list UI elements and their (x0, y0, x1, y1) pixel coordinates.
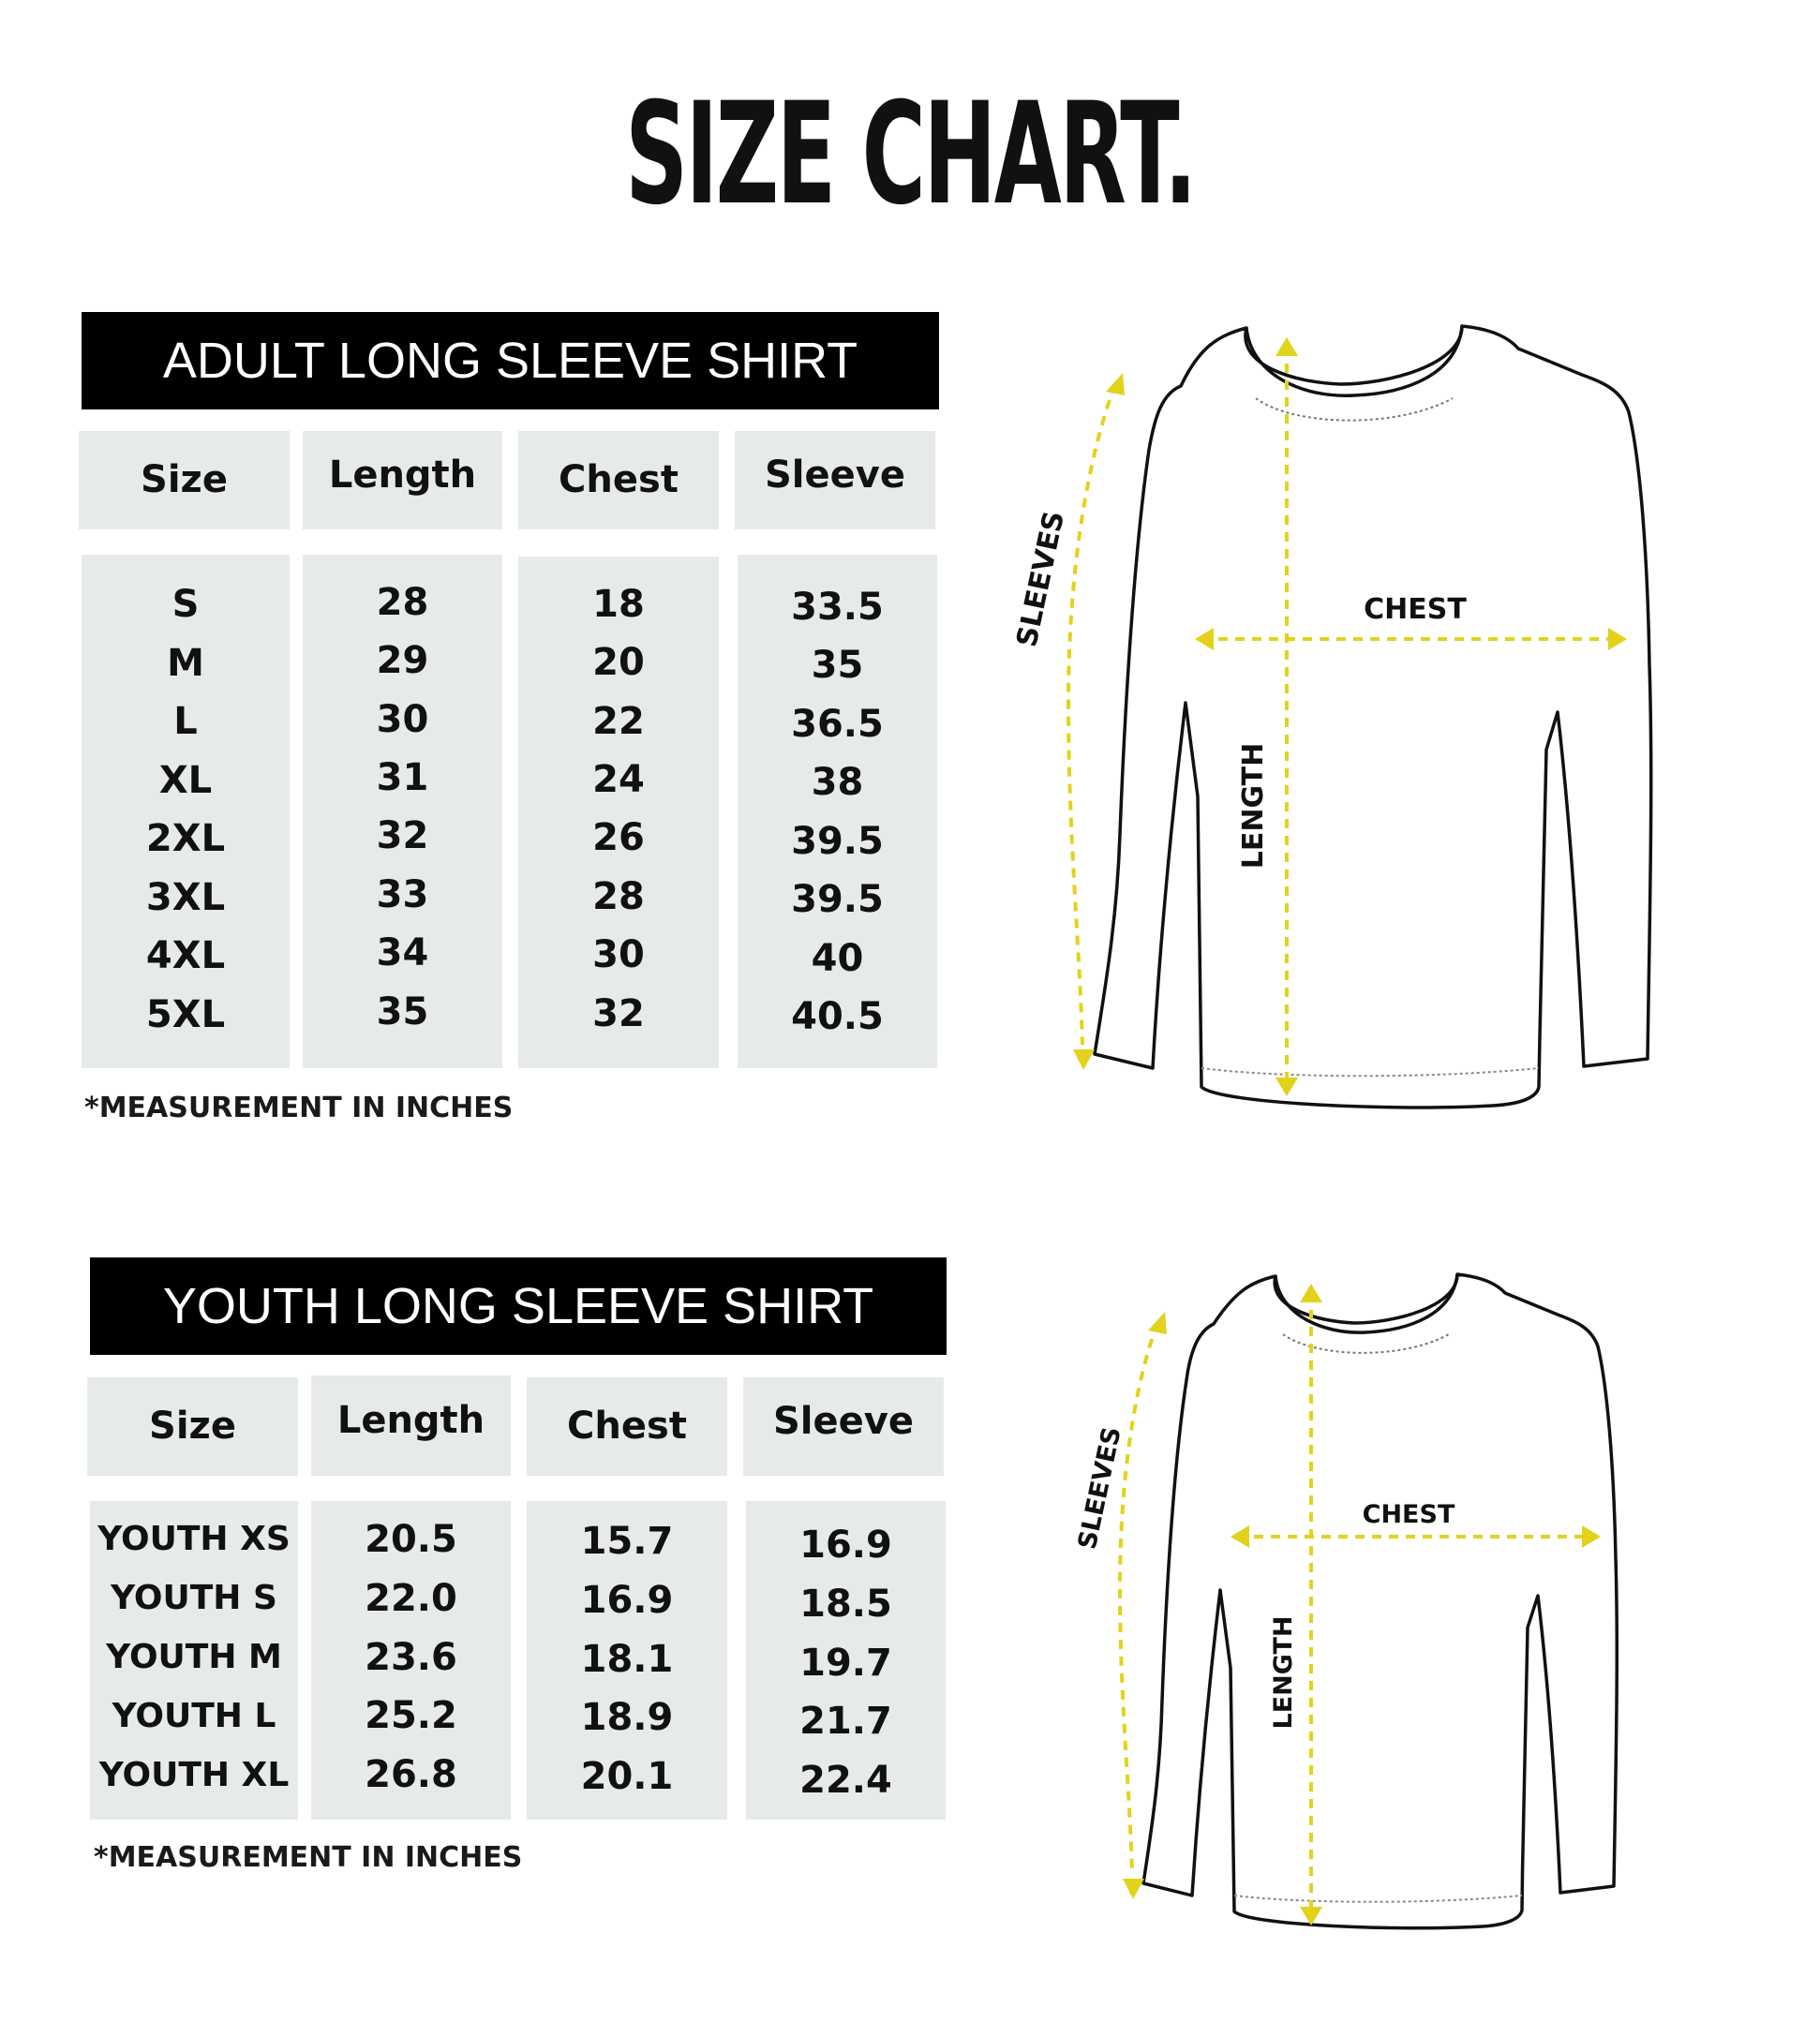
youth-header-length: Length (311, 1375, 511, 1476)
table-cell: 39.5 (791, 878, 884, 921)
table-cell: 20 (592, 641, 645, 684)
table-cell: 32 (376, 814, 429, 857)
table-cell: 40 (811, 937, 864, 980)
table-cell: 20.1 (580, 1755, 674, 1798)
adult-section-heading: ADULT LONG SLEEVE SHIRT (82, 312, 939, 409)
table-cell: 22.0 (365, 1577, 457, 1620)
adult-header-length: Length (303, 431, 502, 529)
adult-chest-label: CHEST (1364, 593, 1467, 626)
table-cell: 30 (376, 698, 429, 741)
hem-stitch (1234, 1896, 1522, 1902)
collar-stitch (1283, 1334, 1449, 1353)
table-cell: 35 (376, 990, 429, 1033)
table-cell: 35 (811, 644, 864, 687)
table-cell: 18.1 (580, 1638, 674, 1681)
youth-chest-label: CHEST (1362, 1500, 1455, 1529)
table-cell: 22 (592, 700, 645, 743)
table-cell: 3XL (145, 876, 226, 919)
sleeve-arrow-top-icon (1148, 1312, 1167, 1334)
table-cell: 16.9 (799, 1524, 892, 1567)
adult-measurement-note: *MEASUREMENT IN INCHES (84, 1092, 514, 1124)
adult-shirt-diagram (993, 309, 1781, 1134)
youth-sleeve-column (746, 1501, 946, 1820)
table-cell: 33 (376, 873, 429, 916)
adult-header-chest: Chest (518, 431, 719, 529)
table-cell: 32 (592, 992, 645, 1035)
adult-length-label: LENGTH (1237, 742, 1270, 870)
length-arrow-top-icon (1300, 1284, 1322, 1302)
adult-header-size: Size (79, 431, 290, 529)
table-cell: 29 (376, 639, 429, 682)
page-title: SIZE CHART. (625, 73, 1195, 236)
table-cell: S (172, 583, 200, 626)
adult-sleeves-label: SLEEVES (1010, 508, 1072, 650)
table-cell: 18.5 (799, 1583, 892, 1626)
table-cell: 40.5 (791, 995, 884, 1038)
chest-arrow-right-icon (1608, 628, 1627, 650)
youth-header-sleeve: Sleeve (743, 1377, 944, 1476)
table-cell: 26 (592, 816, 645, 859)
sleeve-arrow-top-icon (1106, 373, 1125, 395)
sleeve-arrow-bottom-icon (1123, 1879, 1144, 1899)
table-cell: 28 (592, 875, 645, 918)
table-cell: 15.7 (580, 1520, 674, 1563)
table-cell: XL (158, 759, 213, 802)
adult-sleeve-column (738, 555, 937, 1068)
sleeve-measure-line (1120, 1323, 1157, 1874)
table-cell: 22.4 (799, 1759, 892, 1802)
table-cell: M (167, 642, 204, 685)
table-cell: YOUTH XS (97, 1520, 291, 1558)
youth-length-column (311, 1501, 511, 1820)
table-cell: 30 (592, 933, 645, 976)
table-cell: 2XL (145, 817, 226, 860)
shirt-outline (1143, 1274, 1617, 1928)
table-cell: 39.5 (791, 820, 884, 863)
table-cell: YOUTH M (106, 1638, 282, 1676)
adult-chest-column (518, 557, 719, 1068)
youth-header-size: Size (87, 1377, 298, 1476)
table-cell: 18 (592, 583, 645, 626)
table-cell: 26.8 (365, 1753, 457, 1796)
table-cell: 34 (376, 931, 429, 974)
table-cell: 5XL (145, 993, 226, 1036)
youth-chest-column (527, 1501, 727, 1820)
sleeve-measure-line (1068, 384, 1115, 1045)
table-cell: 23.6 (365, 1636, 457, 1679)
table-cell: 33.5 (791, 586, 884, 629)
table-cell: 20.5 (365, 1518, 457, 1561)
youth-shirt-diagram (1050, 1260, 1724, 1944)
length-arrow-top-icon (1275, 337, 1298, 356)
youth-size-column (90, 1501, 298, 1820)
table-cell: 36.5 (791, 703, 884, 746)
table-cell: 4XL (145, 934, 226, 977)
chest-arrow-right-icon (1582, 1525, 1601, 1548)
chest-arrow-left-icon (1195, 628, 1214, 650)
table-cell: YOUTH XL (98, 1756, 290, 1794)
youth-section-heading: YOUTH LONG SLEEVE SHIRT (90, 1257, 947, 1355)
adult-length-column (303, 555, 502, 1068)
table-cell: 28 (376, 581, 429, 624)
table-cell: 21.7 (799, 1700, 892, 1743)
table-cell: YOUTH S (111, 1579, 277, 1617)
adult-size-column (82, 555, 290, 1068)
table-cell: 25.2 (365, 1694, 457, 1737)
youth-length-label: LENGTH (1269, 1615, 1298, 1730)
youth-sleeves-label: SLEEVES (1072, 1424, 1127, 1553)
length-arrow-bottom-icon (1275, 1078, 1298, 1096)
sleeve-arrow-bottom-icon (1073, 1049, 1095, 1070)
chest-arrow-left-icon (1231, 1525, 1249, 1548)
hem-stitch (1201, 1068, 1539, 1076)
adult-header-sleeve: Sleeve (735, 431, 935, 529)
table-cell: YOUTH L (112, 1697, 276, 1735)
table-cell: 24 (592, 758, 645, 801)
shirt-outline (1095, 326, 1651, 1108)
table-cell: 19.7 (799, 1642, 892, 1685)
table-cell: 31 (376, 756, 429, 799)
table-cell: L (173, 700, 198, 743)
youth-header-chest: Chest (527, 1377, 727, 1476)
table-cell: 16.9 (580, 1579, 674, 1622)
youth-measurement-note: *MEASUREMENT IN INCHES (94, 1841, 523, 1874)
table-cell: 18.9 (580, 1696, 674, 1739)
table-cell: 38 (811, 761, 864, 804)
